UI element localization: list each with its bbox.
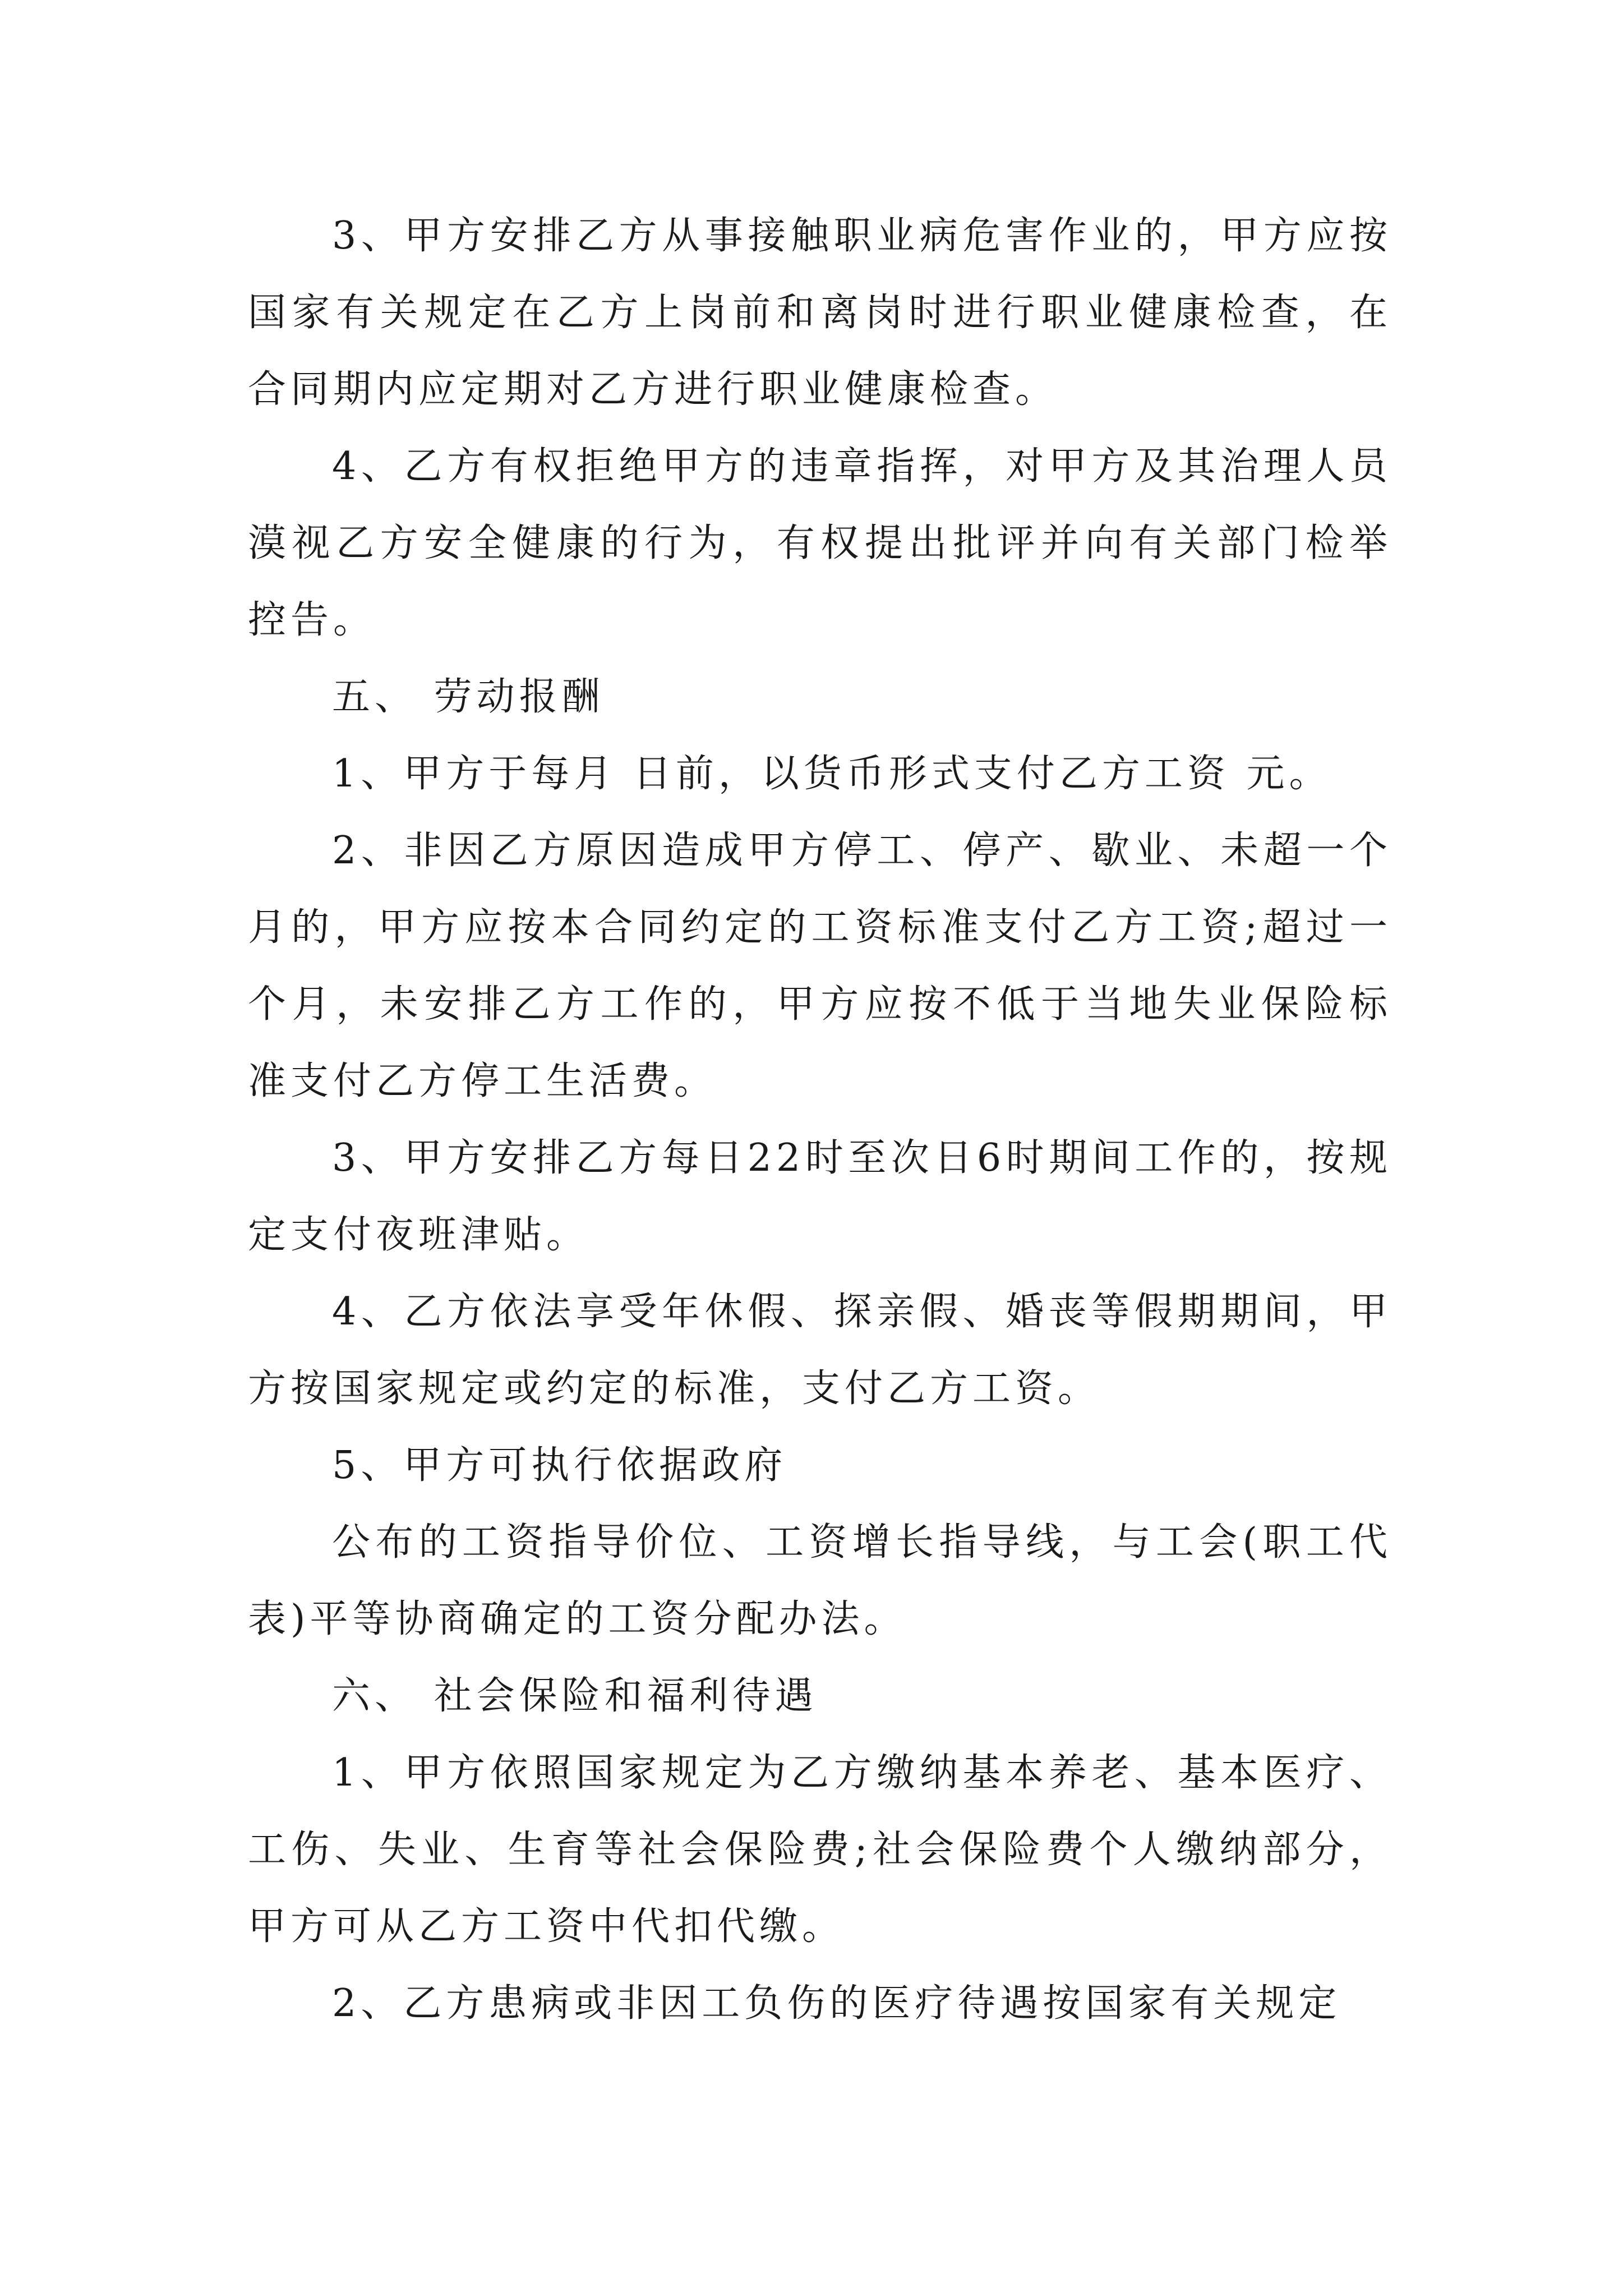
clause-4-3-occupational-health-check: 3、甲方安排乙方从事接触职业病危害作业的，甲方应按国家有关规定在乙方上岗前和离岗时进行职业健康检查，在合同期内应定期对乙方进行职业健康检查。 [248, 214, 1392, 412]
clause-4-4-right-to-refuse: 4、乙方有权拒绝甲方的违章指挥，对甲方及其治理人员漠视乙方安全健康的行为，有权提出批评并向有关部门检举控告。 [248, 444, 1392, 642]
clause-5-3-night-shift-allowance: 3、甲方安排乙方每日22时至次日6时期间工作的，按规定支付夜班津贴。 [248, 1136, 1392, 1257]
clause-6-1-social-insurance-payment: 1、甲方依照国家规定为乙方缴纳基本养老、基本医疗、工伤、失业、生育等社会保险费;社会保险费个人缴纳部分，甲方可从乙方工资中代扣代缴。 [248, 1751, 1392, 1949]
clause-5-2-work-stoppage-pay: 2、非因乙方原因造成甲方停工、停产、歇业、未超一个月的，甲方应按本合同约定的工资标准支付乙方工资;超过一个月，未安排乙方工作的，甲方应按不低于当地失业保险标准支付乙方停工生活费。 [248, 829, 1392, 1103]
section-heading-labor-remuneration: 五、 劳动报酬 [332, 675, 605, 719]
clause-6-2-medical-treatment: 2、乙方患病或非因工负伤的医疗待遇按国家有关规定 [332, 1981, 1341, 2026]
document-body [248, 197, 1392, 2042]
section-heading-social-insurance: 六、 社会保险和福利待遇 [332, 1674, 818, 1718]
clause-5-4-holiday-pay: 4、乙方依法享受年休假、探亲假、婚丧等假期期间，甲方按国家规定或约定的标准，支付乙方工资。 [248, 1290, 1392, 1411]
clause-5-1-monthly-wage: 1、甲方于每月 日前，以货币形式支付乙方工资 元。 [332, 752, 1332, 796]
clause-5-5-wage-guidance: 5、甲方可执行依据政府 [332, 1443, 787, 1488]
clause-5-5-continuation: 公布的工资指导价位、工资增长指导线，与工会(职工代表)平等协商确定的工资分配办法。 [248, 1520, 1392, 1641]
